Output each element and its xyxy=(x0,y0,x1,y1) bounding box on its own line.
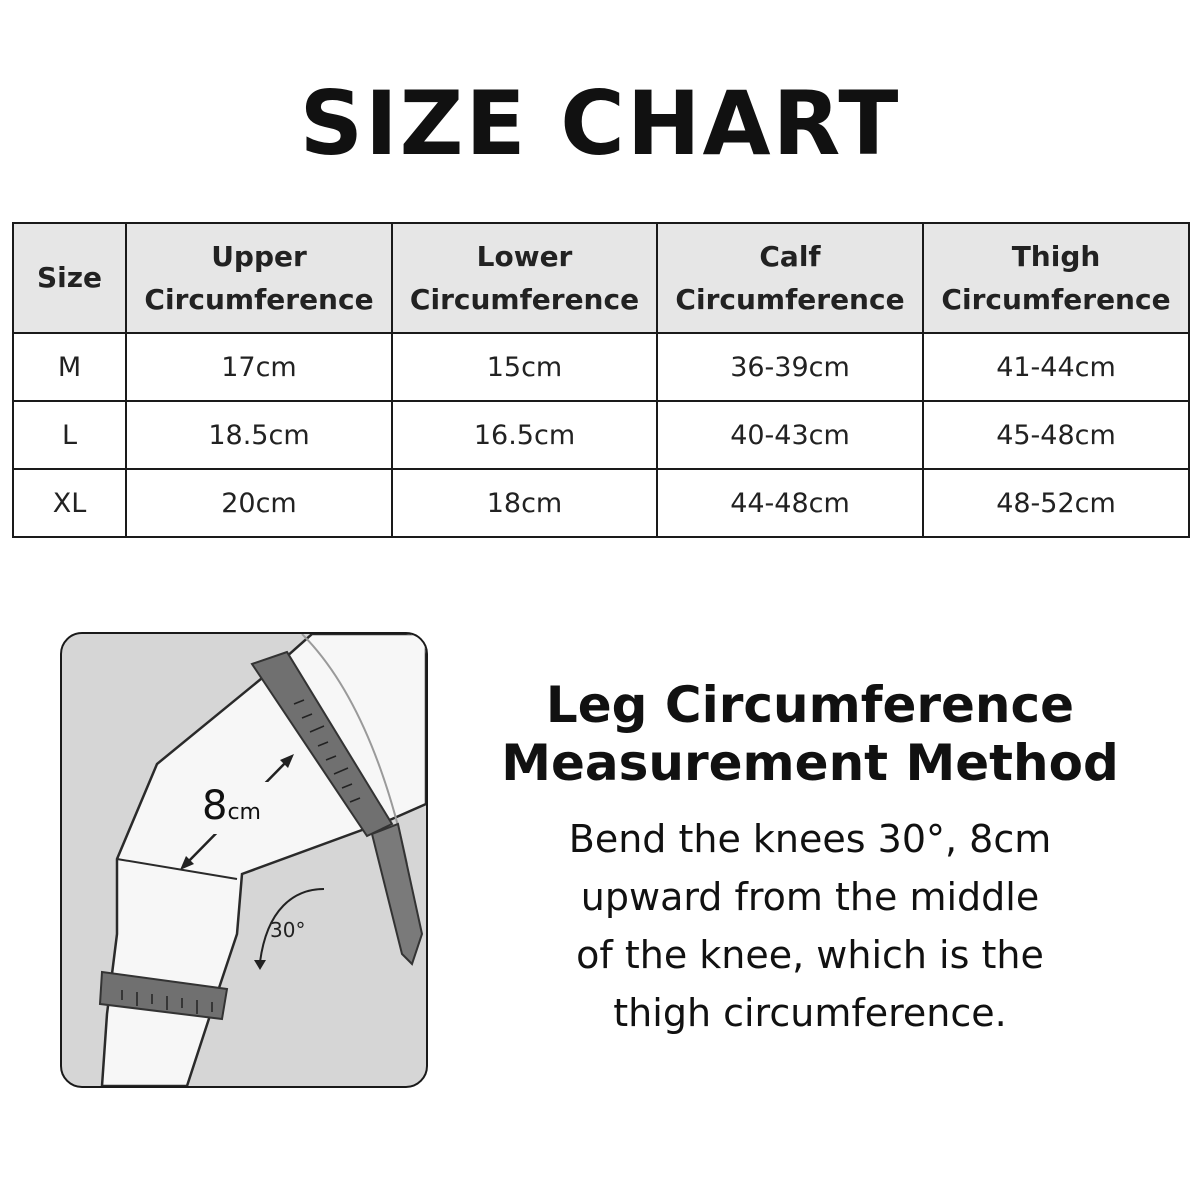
angle-arrow-head xyxy=(254,960,266,970)
method-text-line: thigh circumference. xyxy=(613,991,1007,1035)
size-table xyxy=(12,222,1190,538)
cell-lower: 18cm xyxy=(392,469,657,537)
method-text-line: upward from the middle xyxy=(580,875,1040,919)
cell-upper: 20cm xyxy=(126,469,392,537)
header-upper-circumference: Upper Circumference xyxy=(126,223,392,333)
header-thigh-circumference: Thigh Circumference xyxy=(923,223,1189,333)
distance-unit: cm xyxy=(227,800,261,825)
method-title xyxy=(470,676,1150,792)
header-size: Size xyxy=(13,223,126,333)
cell-calf: 44-48cm xyxy=(657,469,923,537)
cell-upper: 17cm xyxy=(126,333,392,401)
cell-thigh: 41-44cm xyxy=(923,333,1189,401)
method-title-line-1: Leg Circumference xyxy=(545,676,1075,734)
cell-lower: 15cm xyxy=(392,333,657,401)
method-description xyxy=(470,810,1150,1042)
leg-shape xyxy=(102,634,426,1086)
table-row xyxy=(13,401,1189,469)
page-title: SIZE CHART xyxy=(299,72,901,175)
cell-calf: 36-39cm xyxy=(657,333,923,401)
method-text-line: Bend the knees 30°, 8cm xyxy=(568,817,1052,861)
cell-size: XL xyxy=(13,469,126,537)
method-text-line: of the knee, which is the xyxy=(576,933,1044,977)
table-row xyxy=(13,469,1189,537)
cell-thigh: 48-52cm xyxy=(923,469,1189,537)
cell-calf: 40-43cm xyxy=(657,401,923,469)
cell-lower: 16.5cm xyxy=(392,401,657,469)
cell-upper: 18.5cm xyxy=(126,401,392,469)
table-header-row xyxy=(13,223,1189,333)
table-row xyxy=(13,333,1189,401)
calf-tape xyxy=(372,824,422,964)
angle-label: 30° xyxy=(270,918,306,942)
distance-number: 8 xyxy=(202,783,228,829)
cell-size: L xyxy=(13,401,126,469)
method-title-line-2: Measurement Method xyxy=(501,734,1119,792)
distance-label xyxy=(202,784,261,835)
cell-thigh: 45-48cm xyxy=(923,401,1189,469)
header-calf-circumference: Calf Circumference xyxy=(657,223,923,333)
header-lower-circumference: Lower Circumference xyxy=(392,223,657,333)
cell-size: M xyxy=(13,333,126,401)
knee-illustration xyxy=(62,634,426,1086)
knee-measurement-diagram xyxy=(60,632,428,1088)
